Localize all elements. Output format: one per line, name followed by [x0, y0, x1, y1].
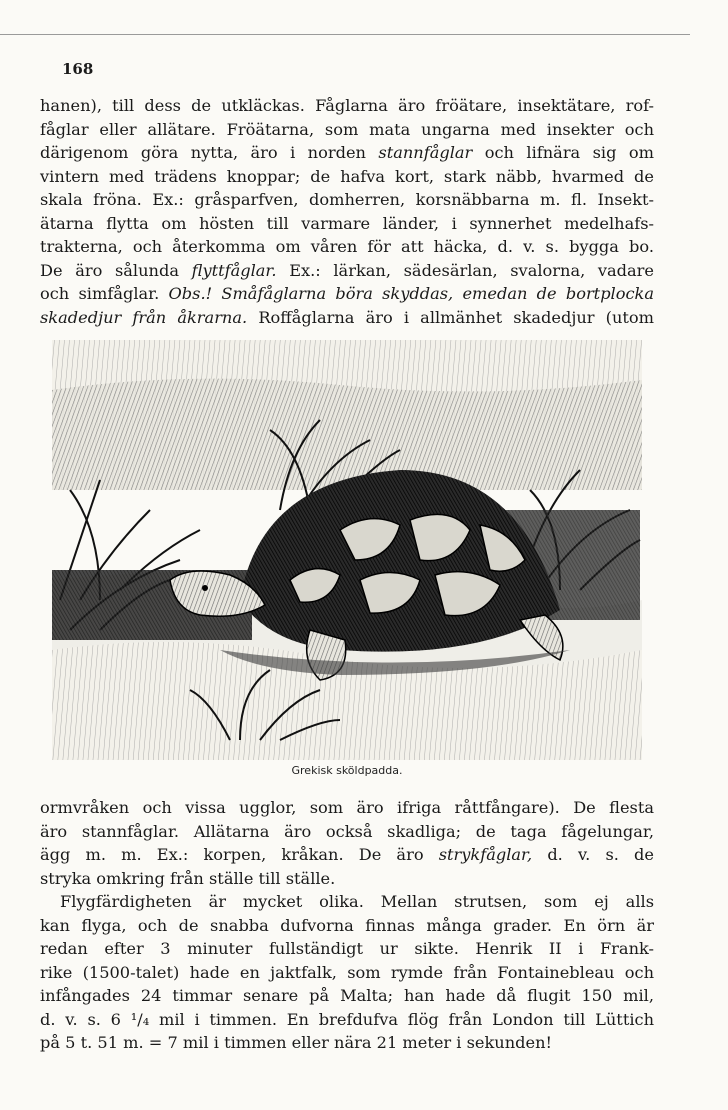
- text-line: Flygfärdigheten är mycket olika. Mellan strutsen, som ej alls: [60, 892, 654, 911]
- text-line: De äro sålunda flyttfåglar. Ex.: lärkan, sädesärlan, svalorna, vadare: [40, 260, 655, 280]
- text-line: rike (1500-talet) hade en jaktfalk, som rymde från Fontainebleau och: [40, 962, 654, 982]
- italic-note: Obs.! Småfåglarna böra skyddas, emedan de bortplocka: [168, 284, 655, 303]
- text-line: redan efter 3 minuter fullständigt ur sikte. Henrik II i Frank-: [40, 939, 654, 958]
- text-line: ätarna flytta om hösten till varmare länder, i synnerhet medelhafs-: [40, 213, 654, 233]
- italic-note: skadedjur från åkrarna.: [40, 307, 248, 327]
- text-line: vintern med trädens knoppar; de hafva kort, stark näbb, hvarmed de: [40, 166, 654, 186]
- tortoise-illustration: [40, 330, 654, 777]
- text-line: stryka omkring från ställe till ställe.: [40, 868, 336, 888]
- text-line: fåglar eller allätare. Fröätarna, som mata ungarna med insekter och: [40, 119, 654, 139]
- text-line: d. v. s. 6 ¹/₄ mil i timmen. En brefdufva flög från London till Lüttich: [40, 1009, 654, 1029]
- italic-term: flyttfåglar.: [191, 260, 277, 280]
- paragraph-top: [40, 94, 654, 329]
- tortoise-engraving: [40, 330, 654, 760]
- tortoise-eye: [202, 585, 208, 591]
- text-line: skala fröna. Ex.: gråsparfven, domherren, korsnäbbarna m. fl. Insekt-: [40, 190, 654, 209]
- paragraph-bottom: [40, 796, 654, 1055]
- text-line: därigenom göra nytta, äro i norden stannfåglar och lifnära sig om: [40, 143, 654, 162]
- text-line: och simfåglar. Obs.! Småfåglarna böra skyddas, emedan de bortplocka: [40, 284, 655, 303]
- text-line: kan flyga, och de snabba dufvorna finnas många grader. En örn är: [40, 915, 654, 935]
- text-line: infångades 24 timmar senare på Malta; han hade då flugit 150 mil,: [40, 986, 654, 1005]
- text-line: ormvråken och vissa ugglor, som äro ifriga råttfångare). De flesta: [40, 798, 654, 817]
- text-line: trakterna, och återkomma om våren för att häcka, d. v. s. bygga bo.: [40, 237, 654, 256]
- figure-caption: Grekisk sköldpadda.: [291, 764, 403, 777]
- text-line: äro stannfåglar. Allätarna äro också skadliga; de taga fågelungar,: [40, 821, 654, 841]
- text-line: på 5 t. 51 m. = 7 mil i timmen eller nära 21 meter i sekunden!: [40, 1033, 553, 1052]
- text-line: ägg m. m. Ex.: korpen, kråkan. De äro strykfåglar, d. v. s. de: [40, 845, 654, 864]
- text-line: skadedjur från åkrarna. Roffåglarna äro i allmänhet skadedjur (utom: [40, 307, 654, 327]
- text-line: hanen), till dess de utkläckas. Fåglarna äro fröätare, insektätare, rof-: [40, 96, 654, 115]
- page-number: 168: [62, 60, 94, 78]
- italic-term: strykfåglar,: [438, 845, 533, 864]
- italic-term: stannfåglar: [378, 143, 473, 162]
- top-rule: [0, 34, 690, 35]
